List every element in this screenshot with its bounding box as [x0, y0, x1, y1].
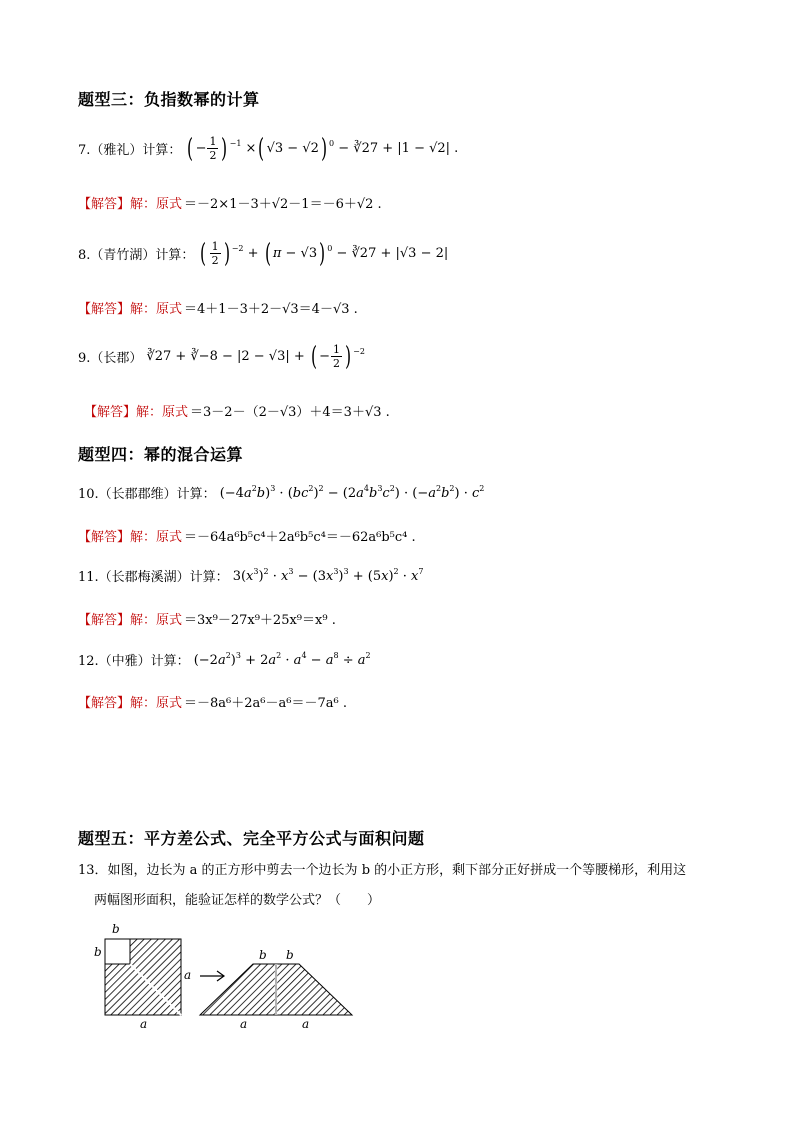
- answer-prefix: 解：原式: [130, 696, 183, 711]
- answer-tag: 【解答】: [78, 302, 131, 317]
- question-8-expression: ( $\frac{1}{2}$ ) $^{-2}$ + ( π − √3) $^0$ − ∛27 + |√3 − 2|: [200, 238, 449, 269]
- area-figure: [88, 924, 368, 1034]
- label-a-right: a: [184, 968, 192, 982]
- small-square-cutout: [105, 939, 130, 964]
- label-a-bottom: a: [140, 1017, 148, 1031]
- question-12-label: 12.（中雅）计算：: [78, 654, 190, 669]
- answer-8: [78, 298, 358, 317]
- label-trapezoid-b1: b: [259, 948, 267, 962]
- answer-11-text: ＝3x⁹－27x⁹＋25x⁹＝x⁹ .: [184, 613, 336, 628]
- answer-7: [78, 193, 382, 212]
- question-7: [78, 135, 458, 162]
- answer-prefix: 解：原式: [130, 530, 183, 545]
- question-9-label: 9.（长郡）: [78, 351, 143, 366]
- label-trapezoid-a1: a: [240, 1017, 248, 1031]
- question-12-expression: $(-2a^2)^3 + 2a^2 \cdot a^4 - a^8 \div a^2$: [193, 651, 371, 668]
- area-figure-svg: [88, 924, 368, 1034]
- answer-12: [78, 692, 347, 711]
- answer-tag: 【解答】: [84, 405, 137, 420]
- question-13-line-1: 13．如图，边长为 a 的正方形中剪去一个边长为 b 的小正方形，剩下部分正好拼成一个等腰梯形，利用这: [78, 863, 687, 878]
- question-10-label: 10.（长郡郡维）计算：: [78, 487, 216, 502]
- question-7-label: 7.（雅礼）计算：: [78, 143, 182, 158]
- answer-tag: 【解答】: [78, 530, 131, 545]
- question-11: [78, 566, 423, 585]
- answer-11: [78, 609, 336, 628]
- question-11-label: 11.（长郡梅溪湖）计算：: [78, 570, 229, 585]
- answer-prefix: 解：原式: [130, 613, 183, 628]
- answer-7-text: ＝－2×1－3＋√2－1＝－6＋√2 .: [184, 197, 382, 212]
- answer-prefix: 解：原式: [130, 302, 183, 317]
- label-b-left: b: [94, 945, 102, 959]
- answer-9-text: ＝3－2－（2－√3）＋4＝3＋√3 .: [190, 405, 390, 420]
- question-9-expression: ∛27 + ∛−8 − |2 − √3| + ( − $\frac{1}{2}$ ) $^{-2}$: [146, 341, 365, 372]
- section-heading-5: 题型五：平方差公式、完全平方公式与面积问题: [78, 829, 425, 848]
- answer-prefix: 解：原式: [136, 405, 189, 420]
- answer-9: [84, 401, 390, 420]
- answer-tag: 【解答】: [78, 613, 131, 628]
- answer-12-text: ＝－8a⁶＋2a⁶－a⁶＝－7a⁶ .: [184, 696, 347, 711]
- question-12: [78, 650, 371, 669]
- answer-tag: 【解答】: [78, 696, 131, 711]
- answer-prefix: 解：原式: [130, 197, 183, 212]
- question-9: [78, 343, 365, 370]
- question-8: [78, 240, 448, 267]
- question-8-label: 8.（青竹湖）计算：: [78, 248, 195, 263]
- question-11-expression: $3(x^3)^2 \cdot x^3 - (3x^3)^3 + (5x)^2 \cdot x^7$: [232, 567, 424, 584]
- label-trapezoid-b2: b: [286, 948, 294, 962]
- question-10-expression: $(-4a^2b)^3 \cdot (bc^2)^2 - (2a^4b^3c^2) \cdot (-a^2b^2) \cdot c^2$: [219, 484, 485, 501]
- question-13-line-2: 两幅图形面积，能验证怎样的数学公式？（ ）: [94, 893, 381, 908]
- section-heading-3: 题型三：负指数幂的计算: [78, 90, 260, 109]
- question-7-expression: ( − $\frac{1}{2}$ ) $^{-1}$ ×( √3 − √2) $^0$ − ∛27 + |1 − √2| .: [187, 133, 459, 164]
- section-heading-4: 题型四：幂的混合运算: [78, 445, 244, 464]
- answer-tag: 【解答】: [78, 197, 131, 212]
- label-b-top: b: [112, 922, 120, 936]
- answer-8-text: ＝4＋1－3＋2－√3＝4－√3 .: [184, 302, 358, 317]
- answer-10-text: ＝－64a⁶b⁵c⁴＋2a⁶b⁵c⁴＝－62a⁶b⁵c⁴ .: [184, 530, 416, 545]
- question-10: [78, 483, 484, 502]
- label-trapezoid-a2: a: [302, 1017, 310, 1031]
- answer-10: [78, 526, 416, 545]
